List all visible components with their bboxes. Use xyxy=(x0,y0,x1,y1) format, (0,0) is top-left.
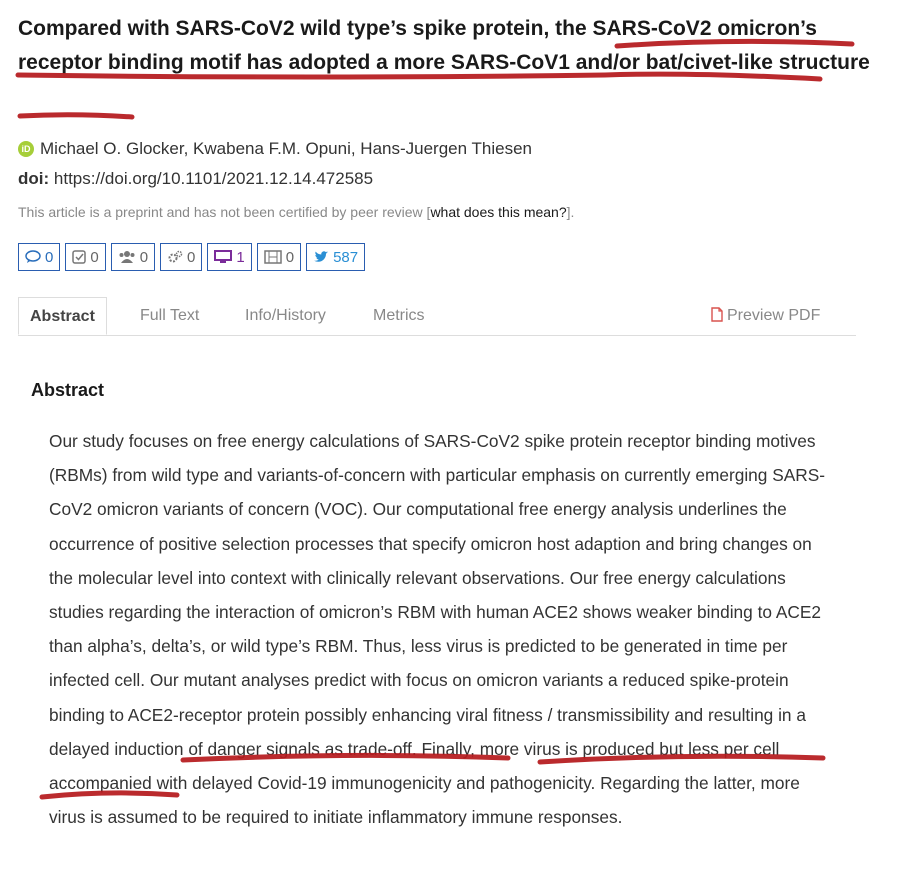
tab-full-text[interactable]: Full Text xyxy=(140,307,200,324)
media-metric[interactable] xyxy=(207,243,251,271)
doi-label: doi: xyxy=(18,169,50,188)
community-metric[interactable] xyxy=(111,243,155,271)
preview-pdf-link[interactable] xyxy=(711,297,820,334)
preprint-note-text: This article is a preprint and has not been certified by peer review [ xyxy=(18,204,431,220)
media-count: 1 xyxy=(236,248,245,266)
preprint-note-end: ]. xyxy=(566,204,575,220)
tab-abstract[interactable]: Abstract xyxy=(18,297,107,335)
authors-text[interactable]: Michael O. Glocker, Kwabena F.M. Opuni, Hans-Juergen Thiesen xyxy=(40,139,532,158)
cogs-icon xyxy=(167,250,183,264)
preprint-note xyxy=(18,202,574,222)
comment-icon xyxy=(25,250,41,264)
twitter-icon xyxy=(313,250,329,264)
video-count: 0 xyxy=(285,248,295,266)
pdf-file-icon xyxy=(711,307,723,322)
video-metric[interactable] xyxy=(257,243,301,271)
orcid-icon[interactable]: iD xyxy=(18,141,34,157)
abstract-text xyxy=(49,424,839,834)
abstract-part-2: and xyxy=(669,704,708,725)
automated-count: 0 xyxy=(187,248,196,266)
abstract-part-1: Our study focuses on free energy calculations of SARS-CoV2 spike protein receptor binding motives (RBMs) from wild type and variants-of-concern with particular emphasis on currently emerging SARS- CoV2 omicron variants of concern (VOC). Our computational free energy analysis underlines the occurrence of positive selection processes that specify omicron host adaption and bring changes on the molecular level into context with clinically relevant observations. Our free energy calculations studies regarding the interaction of omicron’s RBM with human ACE2 shows weaker binding to ACE2 than alpha’s, delta’s, or wild type’s RBM. Thus, less virus is predicted to be generated in time per infected cell. Our mutant analyses predict with focus on omicron variants a reduced spike-protein binding to ACE2-receptor protein possibly xyxy=(49,431,826,725)
doi-line xyxy=(18,168,373,190)
comments-metric[interactable] xyxy=(18,243,60,271)
reviews-count: 0 xyxy=(90,248,99,266)
doi-link[interactable]: https://doi.org/10.1101/2021.12.14.472585 xyxy=(53,169,374,188)
highlight-viral-fitness: enhancing viral fitness / transmissibility xyxy=(371,704,670,725)
monitor-icon xyxy=(214,250,232,264)
what-does-this-mean-link[interactable]: what does this mean? xyxy=(430,204,567,220)
reviews-metric[interactable] xyxy=(65,243,105,271)
twitter-count: 587 xyxy=(333,248,359,266)
preview-pdf-label: Preview PDF xyxy=(727,307,821,324)
twitter-metric[interactable] xyxy=(306,243,365,271)
checkbox-icon xyxy=(72,250,86,264)
article-tabs xyxy=(18,297,856,336)
tab-info-history[interactable]: Info/History xyxy=(245,307,326,324)
metrics-bar xyxy=(18,243,370,271)
abstract-heading: Abstract xyxy=(31,380,105,400)
article-title: Compared with SARS-CoV2 wild type’s spike protein, the SARS-CoV2 omicron’s receptor binding motif has adopted a more SARS-CoV1 and/or bat/civet-like structure xyxy=(18,17,870,74)
underline-title-3 xyxy=(20,115,132,117)
automated-metric[interactable] xyxy=(160,243,202,271)
community-count: 0 xyxy=(139,248,149,266)
author-list xyxy=(18,138,532,160)
comments-count: 0 xyxy=(45,248,54,266)
users-icon xyxy=(118,250,136,264)
abstract-part-3: as trade-off. Finally, more virus is produced but less per cell accompanied with delayed Covid-19 immunogenicity and pathogenicity. Regarding the latter, more virus is assumed to be required to initiate inflammatory immune responses. xyxy=(49,738,800,828)
film-icon xyxy=(264,250,282,264)
highlight-danger-signals: resulting in a delayed induction of danger signals xyxy=(49,704,806,759)
tab-metrics[interactable]: Metrics xyxy=(373,307,425,324)
